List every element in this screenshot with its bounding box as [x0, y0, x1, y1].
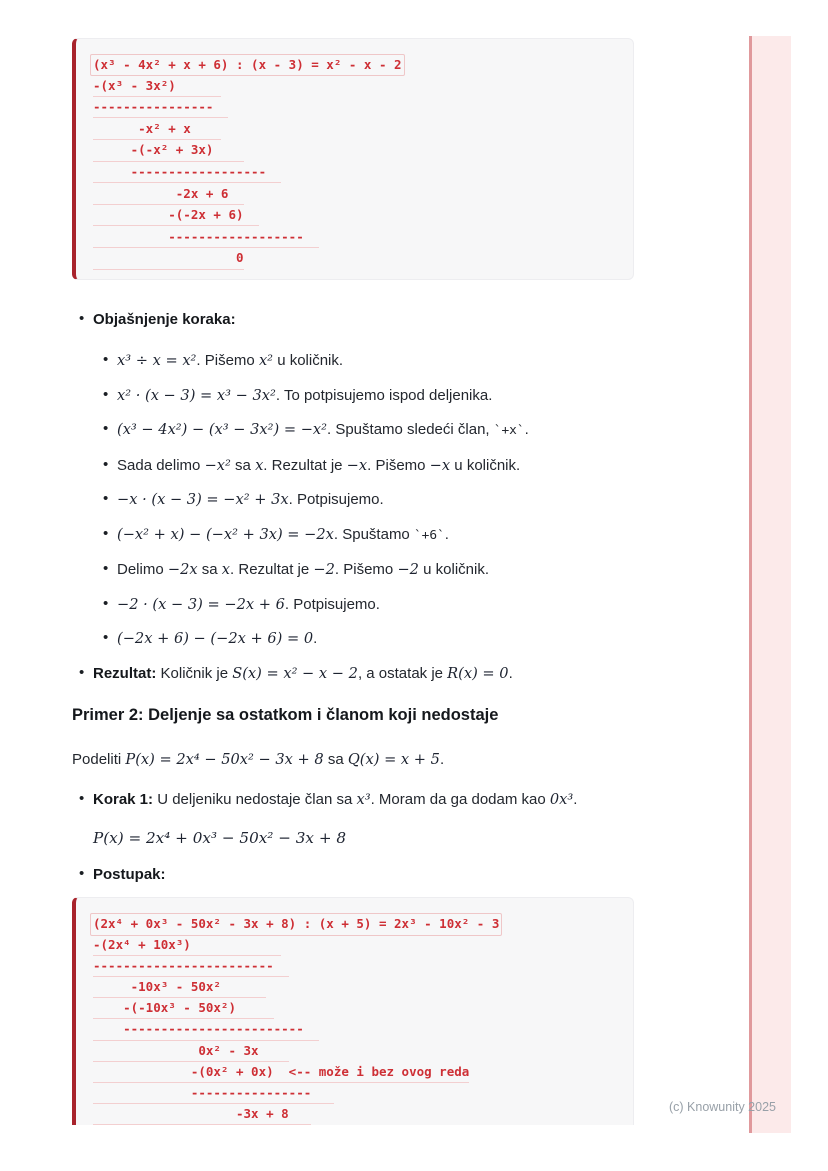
plain-text: Količnik je — [156, 664, 233, 682]
math-text: −2 — [397, 561, 419, 579]
plain-text: . — [439, 750, 445, 768]
plain-text: . Pišemo — [334, 561, 398, 579]
plain-text: sa — [323, 750, 348, 768]
bold-label: Rezultat: — [93, 664, 157, 682]
code-line — [93, 956, 625, 977]
math-text: P(x) = 2x⁴ − 50x² − 3x + 8 — [125, 750, 324, 768]
code-line — [93, 184, 625, 206]
math-text: 0x³ — [549, 791, 574, 809]
math-text: x — [221, 561, 231, 579]
code-line — [93, 1041, 625, 1062]
list-item — [117, 594, 634, 616]
code-line-text: ------------------ — [93, 227, 319, 248]
plain-text: sa — [197, 561, 222, 579]
plain-text: , a ostatak je — [357, 664, 448, 682]
page-edge-band — [749, 36, 791, 1133]
explanation-steps-list — [93, 350, 634, 650]
math-text: x — [255, 456, 264, 474]
list-item — [117, 559, 634, 581]
math-text: S(x) = x² − x − 2 — [232, 664, 358, 682]
code-line — [93, 1104, 625, 1125]
code-line — [93, 913, 625, 934]
code-line — [93, 162, 625, 184]
math-text: (x³ − 4x²) − (x³ − 3x²) = −x² — [117, 421, 327, 439]
plain-text: u količnik. — [450, 456, 521, 474]
steps-list — [72, 789, 634, 885]
code-line — [93, 76, 625, 98]
math-text: (−x² + x) − (−x² + 3x) = −2x — [117, 525, 334, 543]
code-line-text: -x² + x — [93, 119, 221, 140]
code-line-text: -(0x² + 0x) <-- može i bez ovog reda — [93, 1062, 469, 1083]
plain-text: . Rezultat je — [263, 456, 347, 474]
plain-text: . Pišemo — [196, 352, 259, 370]
copyright-watermark: (c) Knowunity 2025 — [668, 1100, 776, 1114]
plain-text: . — [444, 525, 449, 543]
math-text: −2 — [313, 561, 335, 579]
plain-text: . Spuštamo — [333, 525, 414, 543]
code-line-text: ------------------ — [93, 162, 281, 183]
math-text: −x · (x − 3) = −x² + 3x — [117, 491, 289, 509]
plain-text: u količnik. — [273, 352, 344, 370]
math-text: −x — [429, 456, 451, 474]
list-item — [117, 628, 634, 650]
plain-text: u količnik. — [418, 561, 489, 579]
math-text: x² — [258, 352, 274, 370]
code-line — [93, 935, 625, 956]
list-item — [117, 385, 634, 407]
bold-label: Korak 1: — [93, 791, 154, 809]
plain-text: . Pišemo — [367, 456, 430, 474]
code-line-text: ------------------------ — [93, 1019, 319, 1040]
code-line-text: -(2x⁴ + 10x³) — [93, 935, 281, 956]
plain-text: Podeliti — [72, 750, 126, 768]
code-line-text: 0 — [93, 248, 244, 269]
code-line — [93, 227, 625, 249]
code-line-boxed-text: (x³ - 4x² + x + 6) : (x - 3) = x² - x - 2 — [90, 54, 405, 76]
math-text: −2 · (x − 3) = −2x + 6 — [117, 595, 285, 613]
code-line — [93, 977, 625, 998]
code-line — [93, 998, 625, 1019]
plain-text: U deljeniku nedostaje član sa — [153, 791, 357, 809]
code-line — [93, 1083, 625, 1104]
plain-text: . Moram da ga dodam kao — [370, 791, 550, 809]
code-line-text: -10x³ - 50x² — [93, 977, 266, 998]
plain-text: sa — [230, 456, 256, 474]
list-item — [117, 489, 634, 511]
code-line — [93, 1062, 625, 1083]
content-column — [72, 0, 634, 1125]
code-line-boxed-text: (2x⁴ + 0x³ - 50x² - 3x + 8) : (x + 5) = 2x³ - 10x² - 3 — [90, 913, 502, 935]
math-text: −x — [346, 456, 368, 474]
code-line-text: -(x³ - 3x²) — [93, 76, 221, 97]
code-line — [93, 205, 625, 227]
plain-text: . — [313, 630, 318, 648]
plain-text: . — [573, 791, 578, 809]
code-line-text: -2x + 6 — [93, 184, 244, 205]
code-block-division-2 — [72, 897, 634, 1125]
code-line — [93, 54, 625, 76]
postupak-label: Postupak: — [93, 865, 166, 883]
plain-text: . To potpisujemo ispod deljenika. — [275, 386, 493, 404]
formula-line — [93, 826, 634, 851]
code-line-text: ------------------------ — [93, 956, 289, 977]
code-line-text: ---------------- — [93, 97, 228, 118]
explanation-title: Objašnjenje koraka: — [93, 310, 236, 328]
math-text: x² · (x − 3) = x³ − 3x² — [117, 386, 276, 404]
code-line-text: -3x + 8 — [93, 1104, 311, 1125]
code-line — [93, 140, 625, 162]
plain-text: . Potpisujemo. — [288, 491, 384, 509]
math-text: Q(x) = x + 5 — [347, 750, 440, 768]
math-text: −x² — [204, 456, 231, 474]
code-line — [93, 248, 625, 270]
code-line-text: -(-10x³ - 50x²) — [93, 998, 274, 1019]
list-item — [117, 524, 634, 547]
inline-code: `+x` — [493, 423, 525, 439]
list-item-explanation-header — [93, 309, 634, 650]
intro-paragraph — [72, 749, 634, 771]
math-text: −2x — [167, 561, 198, 579]
list-item — [117, 350, 634, 372]
code-line — [93, 1019, 625, 1040]
korak1-text — [93, 791, 577, 808]
list-item — [117, 419, 634, 442]
code-line-text: -(-2x + 6) — [93, 205, 259, 226]
plain-text: Sada delimo — [117, 456, 205, 474]
math-text: (−2x + 6) − (−2x + 6) = 0 — [117, 630, 314, 648]
code-block-division-1 — [72, 38, 634, 280]
plain-text: . — [524, 421, 529, 439]
plain-text: . Potpisujemo. — [284, 595, 380, 613]
code-line-text: 0x² - 3x — [93, 1041, 289, 1062]
list-item-result — [93, 663, 634, 685]
list-item-postupak — [93, 864, 634, 886]
plain-text: . Rezultat je — [230, 561, 314, 579]
math-text: P(x) = 2x⁴ + 0x³ − 50x² − 3x + 8 — [93, 828, 347, 847]
math-text: x³ ÷ x = x² — [117, 352, 197, 370]
math-text: R(x) = 0 — [447, 664, 509, 682]
code-line — [93, 97, 625, 119]
plain-text: Delimo — [117, 561, 168, 579]
list-item-korak1 — [93, 789, 634, 851]
plain-text: . Spuštamo sledeći član, — [327, 421, 494, 439]
code-line — [93, 119, 625, 141]
explanation-list — [72, 309, 634, 685]
math-text: x³ — [356, 791, 371, 809]
list-item — [117, 455, 634, 477]
code-line-text: -(-x² + 3x) — [93, 140, 244, 161]
code-line-text: ---------------- — [93, 1083, 334, 1104]
section-heading: Primer 2: Deljenje sa ostatkom i članom koji nedostaje — [72, 706, 499, 725]
inline-code: `+6` — [413, 527, 445, 543]
plain-text: . — [508, 664, 513, 682]
